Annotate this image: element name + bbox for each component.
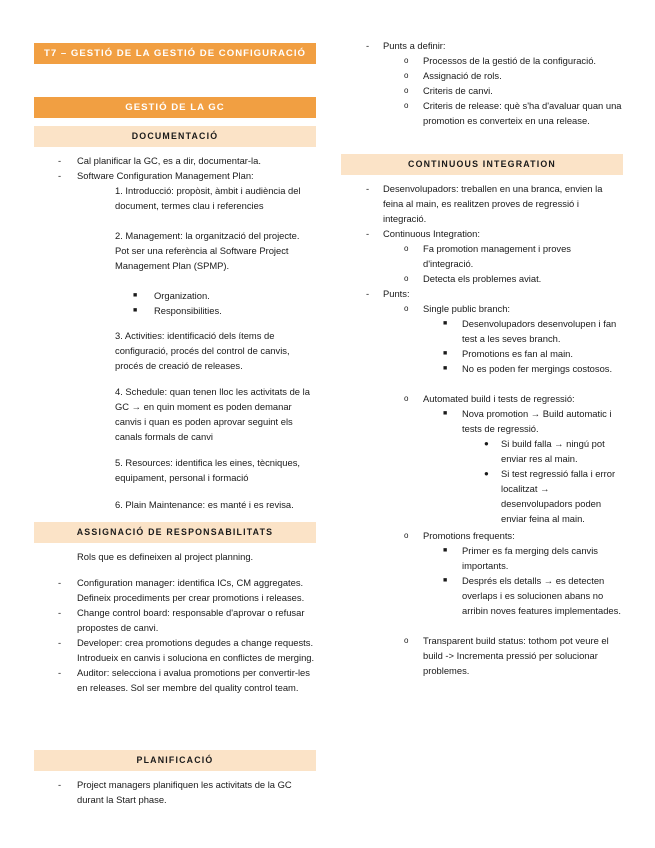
list-item: o Detecta els problemes aviat. <box>404 273 542 284</box>
documentacio-bullets <box>34 153 316 183</box>
scmp-item-6: 6. Plain Maintenance: es manté i es revisa. <box>115 499 294 510</box>
list-item: ■ Nova promotion → Build automatic i tests de regressió. <box>443 408 612 434</box>
section-heading-gestio: GESTIÓ DE LA GC <box>34 97 316 118</box>
transparent-build-status: o Transparent build status: tothom pot veure el build -> Incrementa pressió per solucionar problemes. <box>404 635 609 676</box>
ci-desenvolupadors: - Desenvolupadors: treballen en una branca, envien la feina al main, es realitzen proves de regressió i integració. <box>366 183 603 224</box>
automated-build-subitems <box>484 436 623 526</box>
list-item: ■ Desenvolupadors desenvolupen i fan test a les seves branch. <box>443 318 617 344</box>
punts-definir-list <box>404 53 623 128</box>
document-title: T7 – GESTIÓ DE LA GESTIÓ DE CONFIGURACIÓ <box>34 43 316 64</box>
list-item: - Auditor: selecciona i avalua promotions per convertir-les en releases. Sol ser membre del quality control team. <box>58 667 310 693</box>
list-item: ■ Responsibilities. <box>133 305 222 316</box>
heading-continuous-integration: CONTINUOUS INTEGRATION <box>341 154 623 175</box>
list-item: o Assignació de rols. <box>404 70 502 81</box>
promotions-frequents-items <box>443 543 623 618</box>
list-item: ● Si test regressió falla i error localitzat → desenvolupadors poden enviar feina al main. <box>484 468 616 524</box>
scmp-item-5: 5. Resources: identifica les eines, tècniques, equipament, personal i formació <box>115 457 300 483</box>
list-item: - Change control board: responsable d'aprovar o refusar propostes de canvi. <box>58 607 305 633</box>
promotions-frequents-label: o Promotions frequents: <box>404 530 515 541</box>
list-item: - Cal planificar la GC, es a dir, documentar-la. <box>58 155 261 166</box>
scmp-item-4: 4. Schedule: quan tenen lloc les activitats de la GC → en quin moment es poden demanar canvis i quan es poden aprovar seguint els canals formals de canvi <box>115 386 310 442</box>
list-item: ■ Primer es fa merging dels canvis importants. <box>443 545 598 571</box>
list-item: o Criteris de canvi. <box>404 85 493 96</box>
automated-build-items <box>443 406 622 436</box>
scmp-item-2: 2. Management: la organització del projecte. Pot ser una referència al Software Project Management Plan (SPMP). <box>115 230 300 271</box>
punts-label: - Punts: <box>366 288 410 299</box>
list-item: - Project managers planifiquen les activitats de la GC durant la Start phase. <box>58 779 292 805</box>
heading-documentacio: DOCUMENTACIÓ <box>34 126 316 147</box>
scmp-subitems <box>133 288 316 318</box>
ci-items <box>404 241 623 286</box>
planificacio-bullets <box>58 777 316 807</box>
punts-definir-label: - Punts a definir: <box>366 40 446 51</box>
list-item: o Processos de la gestió de la configuració. <box>404 55 597 66</box>
heading-assignacio: ASSIGNACIÓ DE RESPONSABILITATS <box>34 522 316 543</box>
heading-planificacio: PLANIFICACIÓ <box>34 750 316 771</box>
scmp-item-1: 1. Introducció: propòsit, àmbit i audiència del document, termes clau i referencies <box>115 185 301 211</box>
list-item: ■ Després els detalls → es detecten overlaps i es solucionen abans no arribin noves features implementades. <box>443 575 621 616</box>
list-item: ■ Organization. <box>133 290 210 301</box>
automated-build-label: o Automated build i tests de regressió: <box>404 393 575 404</box>
list-item: - Software Configuration Management Plan: <box>58 170 254 181</box>
single-branch-items <box>443 316 623 376</box>
list-item: o Fa promotion management i proves d'integració. <box>404 243 571 269</box>
list-item: - Configuration manager: identifica ICs, CM aggregates. Defineix procediments per crear promotions i releases. <box>58 577 305 603</box>
single-branch-label: o Single public branch: <box>404 303 511 314</box>
list-item: ■ No es poden fer mergings costosos. <box>443 363 613 374</box>
scmp-item-3: 3. Activities: identificació dels ítems de configuració, procés del control de canvis, procés de creació de releases. <box>115 330 290 371</box>
list-item: ● Si build falla → ningú pot enviar res al main. <box>484 438 605 464</box>
list-item: ■ Promotions es fan al main. <box>443 348 573 359</box>
assignacio-intro: Rols que es defineixen al project planning. <box>77 551 254 562</box>
ci-label: - Continuous Integration: <box>366 228 480 239</box>
list-item: - Developer: crea promotions degudes a change requests. Introdueix en canvis i soluciona en conflictes de merging. <box>58 637 315 663</box>
list-item: o Criteris de release: què s'ha d'avaluar quan una promotion es converteix en una release. <box>404 100 622 126</box>
assignacio-bullets <box>58 575 316 695</box>
